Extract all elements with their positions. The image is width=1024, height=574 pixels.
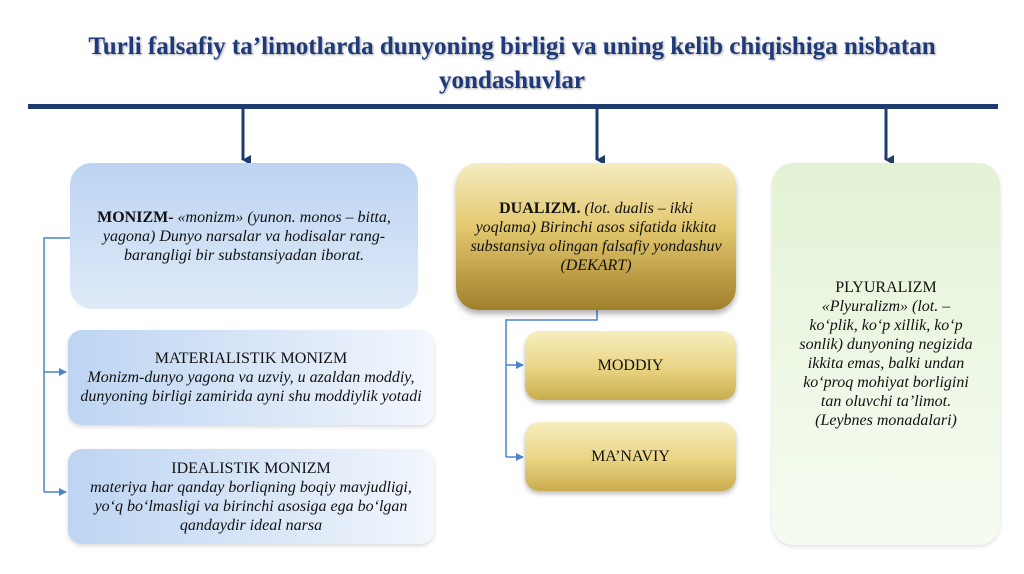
monizm-heading: MONIZM- [97, 208, 174, 226]
materialistik-heading: MATERIALISTIK MONIZM [154, 350, 348, 367]
dualizm-box [456, 163, 736, 310]
manaviy-label: MA’NAVIY [591, 448, 670, 465]
monizm-box [70, 163, 418, 309]
materialistik-monizm-box [68, 330, 434, 425]
idealistik-monizm-box [68, 449, 434, 544]
idealistik-text: materiya har qanday borliqning boqiy mavjudligi, yo‘q bo‘lmasligi va birinchi asosiga ega bo‘lgan qandaydir ideal narsa [90, 478, 412, 534]
plyuralizm-box [772, 163, 1000, 545]
idealistik-heading: IDEALISTIK MONIZM [171, 459, 331, 477]
monizm-bracket [44, 238, 70, 492]
plyuralizm-heading: PLYURALIZM [835, 279, 937, 296]
moddiy-label: MODDIY [597, 357, 664, 374]
dualizm-text: (lot. dualis – ikki yoqlama) Birinchi asos sifatida ikkita substansiya olingan falsafiy yondashuv (DEKART) [470, 199, 722, 274]
dualizm-heading: DUALIZM. [499, 199, 581, 217]
monizm-text: «monizm» (yunon. monos – bitta, yagona) Dunyo narsalar va hodisalar rang-barangligi bir substansiyadan iborat. [102, 208, 391, 264]
moddiy-box [525, 331, 736, 400]
page-title: Turli falsafiy ta’limotlarda dunyoning birligi va uning kelib chiqishiga nisbatan yondashuvlar [88, 33, 936, 94]
materialistik-text: Monizm-dunyo yagona va uzviy, u azaldan moddiy, dunyoning birligi zamirida ayni shu moddiylik yotadi [80, 369, 422, 405]
plyuralizm-text: «Plyuralizm» (lot. – ko‘plik, ko‘p xillik, ko‘p sonlik) dunyoning negizida ikkita emas, balki undan ko‘proq mohiyat borligini tan oluvchi ta’limot.(Leybnes monadalari) [799, 298, 973, 429]
manaviy-box [525, 422, 736, 491]
